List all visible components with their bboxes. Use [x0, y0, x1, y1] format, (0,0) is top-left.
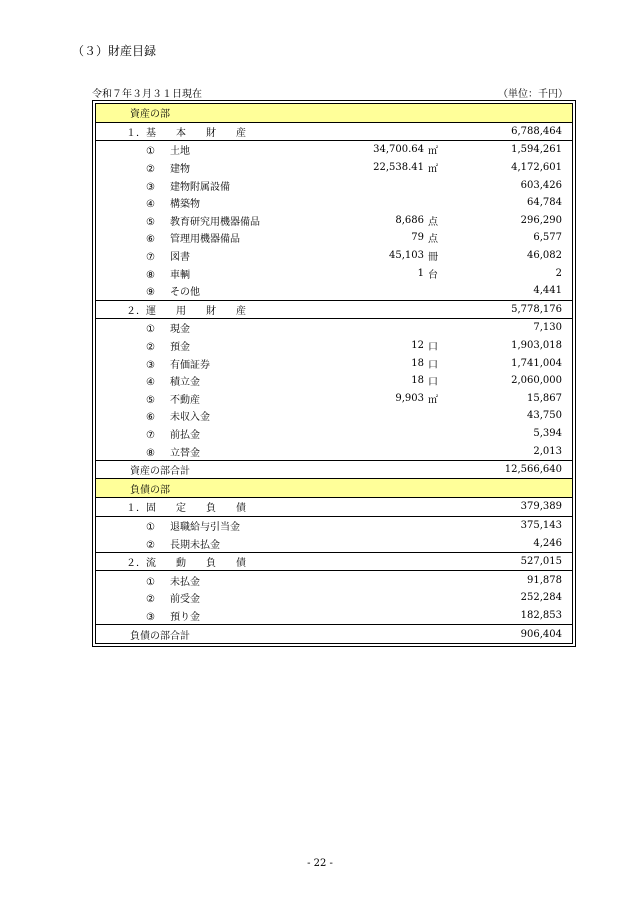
section-title: 負債の部 [130, 484, 170, 496]
item-number: ⑤ [146, 216, 155, 228]
item-name: 建物附属設備 [170, 181, 230, 193]
item-row [96, 354, 572, 372]
item-amount: 4,246 [533, 537, 562, 549]
item-name: 建物 [170, 164, 190, 176]
item-amount: 6,577 [533, 232, 562, 244]
item-label [96, 266, 572, 281]
item-amount: 375,143 [520, 519, 562, 531]
item-label [96, 573, 572, 588]
item-row [96, 442, 572, 460]
item-amount: 2,060,000 [511, 375, 562, 387]
table-body [95, 103, 573, 644]
group-amount: 5,778,176 [511, 303, 562, 315]
liabilities-total-row [96, 624, 572, 643]
item-number: ⑤ [146, 394, 155, 406]
total-label: 負債の部合計 [130, 630, 190, 642]
item-number: ② [146, 164, 155, 176]
liabilities-section-header [96, 478, 572, 497]
group-row [96, 122, 572, 141]
item-amount: 603,426 [520, 179, 562, 191]
group-row [96, 497, 572, 516]
item-name: 立替金 [170, 447, 200, 459]
item-label [96, 373, 572, 388]
item-name: 未収入金 [170, 412, 210, 424]
item-label [96, 213, 572, 228]
item-quantity: 9,903 [395, 392, 424, 404]
item-quantity-unit: ㎡ [428, 164, 438, 176]
group-label: ２．運 用 財 産 [126, 305, 246, 317]
item-label [96, 391, 572, 406]
item-amount: 1,903,018 [511, 340, 562, 352]
group-amount: 6,788,464 [511, 125, 562, 137]
item-amount: 91,878 [527, 574, 562, 586]
item-quantity: 79 [411, 232, 424, 244]
item-quantity-unit: 口 [428, 359, 438, 371]
item-number: ① [146, 324, 155, 336]
item-label [96, 536, 572, 551]
item-amount: 4,172,601 [511, 162, 562, 174]
item-row [96, 390, 572, 408]
item-row [96, 425, 572, 443]
item-number: ③ [146, 611, 155, 623]
item-row [96, 176, 572, 194]
item-amount: 5,394 [533, 427, 562, 439]
item-amount: 1,594,261 [511, 144, 562, 156]
item-quantity-unit: 口 [428, 342, 438, 354]
item-number: ③ [146, 359, 155, 371]
item-label [96, 426, 572, 441]
item-row [96, 607, 572, 625]
item-amount: 2 [555, 267, 562, 279]
item-number: ② [146, 342, 155, 354]
item-row [96, 140, 572, 159]
property-inventory-table [92, 100, 576, 647]
item-row [96, 264, 572, 282]
item-quantity-unit: 冊 [428, 252, 438, 264]
item-label [96, 178, 572, 193]
item-quantity: 18 [411, 375, 424, 387]
as-of-date: 令和７年３月３１日現在 [92, 89, 202, 100]
item-number: ⑥ [146, 412, 155, 424]
item-name: 現金 [170, 324, 190, 336]
group-amount: 379,389 [520, 501, 562, 513]
group-amount: 527,015 [520, 556, 562, 568]
item-name: 管理用機器備品 [170, 234, 240, 246]
item-amount: 2,013 [533, 445, 562, 457]
item-name: 教育研究用機器備品 [170, 216, 260, 228]
section-title: 資産の部 [130, 109, 170, 121]
item-row [96, 407, 572, 425]
item-number: ② [146, 539, 155, 551]
item-name: 有価証券 [170, 359, 210, 371]
item-row [96, 318, 572, 337]
item-number: ⑨ [146, 287, 155, 299]
item-row [96, 372, 572, 390]
unit-note: （単位：千円） [498, 89, 568, 100]
item-label [96, 195, 572, 210]
item-name: 土地 [170, 146, 190, 158]
item-label [96, 518, 572, 533]
item-amount: 296,290 [520, 214, 562, 226]
total-amount: 906,404 [520, 628, 562, 640]
item-quantity: 18 [411, 357, 424, 369]
item-row [96, 534, 572, 552]
item-label [96, 142, 572, 157]
item-number: ⑧ [146, 447, 155, 459]
item-label [96, 320, 572, 335]
item-name: 図書 [170, 252, 190, 264]
item-row [96, 194, 572, 212]
item-amount: 1,741,004 [511, 357, 562, 369]
item-number: ① [146, 576, 155, 588]
item-row [96, 282, 572, 300]
item-quantity-unit: 台 [428, 269, 438, 281]
item-quantity: 1 [417, 267, 424, 279]
item-row [96, 229, 572, 247]
item-name: 前受金 [170, 594, 200, 606]
total-label: 資産の部合計 [130, 466, 190, 478]
item-name: 預金 [170, 342, 190, 354]
group-label: ２．流 動 負 債 [126, 558, 246, 570]
item-number: ⑧ [146, 269, 155, 281]
item-number: ⑦ [146, 429, 155, 441]
item-row [96, 570, 572, 589]
item-row [96, 247, 572, 265]
item-quantity: 34,700.64 [373, 144, 424, 156]
item-amount: 7,130 [533, 322, 562, 334]
item-quantity-unit: 点 [428, 234, 438, 246]
item-name: 未払金 [170, 576, 200, 588]
item-quantity: 45,103 [389, 250, 424, 262]
item-label [96, 283, 572, 298]
item-quantity: 22,538.41 [373, 162, 424, 174]
item-label [96, 338, 572, 353]
item-amount: 64,784 [527, 197, 562, 209]
item-name: 長期未払金 [170, 539, 220, 551]
item-row [96, 159, 572, 177]
item-number: ④ [146, 199, 155, 211]
item-label [96, 444, 572, 459]
item-name: 不動産 [170, 394, 200, 406]
item-label [96, 590, 572, 605]
item-quantity-unit: ㎡ [428, 394, 438, 406]
item-quantity: 12 [411, 340, 424, 352]
item-number: ② [146, 594, 155, 606]
item-label [96, 408, 572, 423]
item-row [96, 212, 572, 230]
item-label [96, 356, 572, 371]
assets-section-header [96, 104, 572, 122]
group-label: １．固 定 負 債 [126, 503, 246, 515]
item-amount: 4,441 [533, 285, 562, 297]
item-number: ⑥ [146, 234, 155, 246]
item-amount: 46,082 [527, 250, 562, 262]
item-number: ④ [146, 377, 155, 389]
item-name: その他 [170, 287, 200, 299]
item-name: 積立金 [170, 377, 200, 389]
item-amount: 182,853 [520, 609, 562, 621]
item-number: ⑦ [146, 252, 155, 264]
page-number: - 22 - [307, 858, 333, 869]
item-amount: 15,867 [527, 392, 562, 404]
item-quantity-unit: 口 [428, 377, 438, 389]
group-label: １．基 本 財 産 [126, 127, 246, 139]
item-label [96, 608, 572, 623]
item-quantity-unit: 点 [428, 216, 438, 228]
item-quantity: 8,686 [395, 214, 424, 226]
item-row [96, 589, 572, 607]
item-number: ① [146, 146, 155, 158]
item-name: 車輌 [170, 269, 190, 281]
group-row [96, 300, 572, 319]
item-label [96, 160, 572, 175]
section-heading: （３）財産目録 [72, 44, 157, 58]
item-amount: 252,284 [520, 592, 562, 604]
item-name: 預り金 [170, 611, 200, 623]
assets-total-row [96, 460, 572, 479]
item-name: 構築物 [170, 199, 200, 211]
item-row [96, 516, 572, 535]
item-quantity-unit: ㎡ [428, 146, 438, 158]
total-amount: 12,566,640 [504, 464, 562, 476]
item-label [96, 248, 572, 263]
item-name: 前払金 [170, 429, 200, 441]
item-number: ① [146, 521, 155, 533]
group-row [96, 552, 572, 571]
item-name: 退職給与引当金 [170, 521, 240, 533]
item-row [96, 337, 572, 355]
item-number: ③ [146, 181, 155, 193]
item-label [96, 230, 572, 245]
item-amount: 43,750 [527, 410, 562, 422]
